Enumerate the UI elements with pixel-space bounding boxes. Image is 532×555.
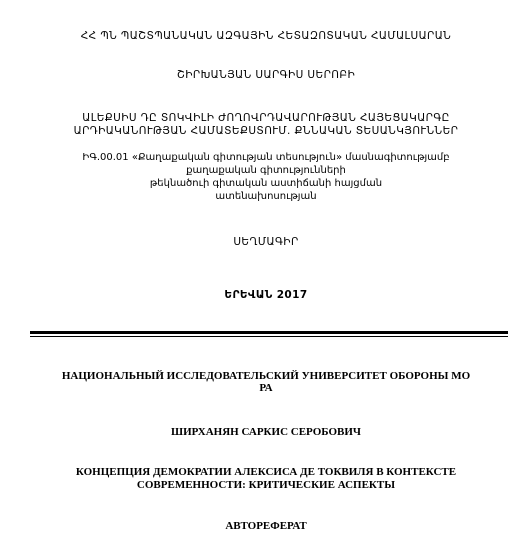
russian-university-line-1: НАЦИОНАЛЬНЫЙ ИССЛЕДОВАТЕЛЬСКИЙ УНИВЕРСИТЕТ ОБОРОНЫ МО bbox=[61, 370, 471, 382]
armenian-specialty-line-4: ատենախոսության bbox=[215, 191, 317, 202]
armenian-document-type: ՍԵՂՄԱԳԻՐ bbox=[233, 236, 299, 248]
armenian-specialty-line-2: քաղաքական գիտությունների bbox=[186, 165, 346, 176]
armenian-specialty-line-3: թեկնածուի գիտական աստիճանի հայցման bbox=[149, 178, 383, 189]
armenian-university-name: ՀՀ ՊՆ ՊԱՇՏՊԱՆԱԿԱՆ ԱԶԳԱՅԻՆ ՀԵՏԱԶՈՏԱԿԱՆ ՀԱՄԱԼՍԱՐԱՆ bbox=[80, 30, 452, 42]
russian-title-line-2: СОВРЕМЕННОСТИ: КРИТИЧЕСКИЕ АСПЕКТЫ bbox=[136, 479, 396, 491]
russian-author-name: ШИРХАНЯН САРКИС СЕРОБОВИЧ bbox=[171, 426, 361, 438]
armenian-city-year: ԵՐԵՎԱՆ 2017 bbox=[224, 289, 308, 301]
armenian-specialty-line-1: ԻԳ.00.01 «Քաղաքական գիտության տեսություն» մասնագիտությամբ bbox=[82, 152, 450, 163]
armenian-title-line-2: ԱՐԴԻԱԿԱՆՈՒԹՅԱՆ ՀԱՄԱՏԵՔՍՏՈՒՄ. ՔՆՆԱԿԱՆ ՏԵՍԱՆԿՅՈՒՆՆԵՐ bbox=[73, 125, 459, 137]
russian-university-line-2: РА bbox=[259, 382, 273, 394]
separator-thick-rule bbox=[30, 331, 508, 334]
separator-thin-rule bbox=[30, 336, 508, 337]
russian-title-line-1: КОНЦЕПЦИЯ ДЕМОКРАТИИ АЛЕКСИСА ДЕ ТОКВИЛЯ В КОНТЕКСТЕ bbox=[75, 466, 457, 478]
armenian-author-name: ՇԻՐԽԱՆՅԱՆ ՍԱՐԳԻՍ ՍԵՐՈԲԻ bbox=[176, 69, 356, 81]
russian-document-type: АВТОРЕФЕРАТ bbox=[225, 520, 307, 532]
armenian-title-line-1: ԱԼԵՔՍԻՍ ԴԸ ՏՈԿՎԻԼԻ ԺՈՂՈՎՐԴԱՎԱՐՈՒԹՅԱՆ ՀԱՅԵՑԱԿԱՐԳԸ bbox=[82, 112, 450, 124]
